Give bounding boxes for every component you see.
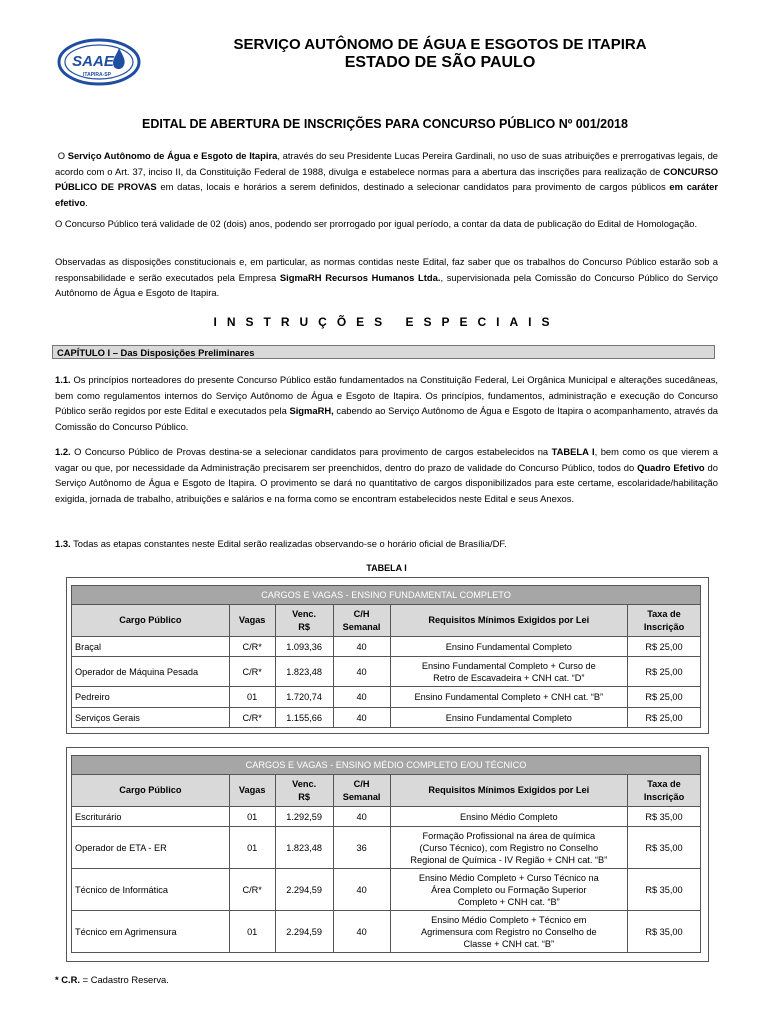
table-row: Serviços Gerais C/R* 1.155,66 40 Ensino Fundamental Completo R$ 25,00 [72,708,701,728]
col-cargo: Cargo Público [72,605,230,637]
col-ch: C/H Semanal [333,605,390,637]
edital-title: EDITAL DE ABERTURA DE INSCRIÇÕES PARA CONCURSO PÚBLICO Nº 001/2018 [142,117,628,131]
col-venc: Venc. R$ [275,605,333,637]
col-cargo: Cargo Público [72,775,230,807]
table-row: Braçal C/R* 1.093,36 40 Ensino Fundamental Completo R$ 25,00 [72,637,701,657]
col-vagas: Vagas [229,605,275,637]
col-requisitos: Requisitos Mínimos Exigidos por Lei [390,775,627,807]
tabela-label: TABELA I [366,563,407,573]
chapter-heading: CAPÍTULO I – Das Disposições Preliminares [52,345,715,359]
col-ch: C/H Semanal [333,775,390,807]
table-row: Operador de Máquina Pesada C/R* 1.823,48 40 Ensino Fundamental Completo + Curso de Retro de Escavadeira + CNH cat. “D” R$ 25,00 [72,657,701,687]
saae-logo [57,36,141,88]
logo-subtext: ITAPIRA-SP [83,72,111,78]
table-row: Técnico de Informática C/R* 2.294,59 40 Ensino Médio Completo + Curso Técnico na Área Completo ou Formação Superior Completo + CNH cat. “B” R$ 35,00 [72,869,701,911]
col-taxa: Taxa de Inscrição [628,775,701,807]
instructions-heading: INSTRUÇÕES ESPECIAIS [213,315,560,329]
state-name: ESTADO DE SÃO PAULO [344,54,536,71]
col-venc: Venc. R$ [275,775,333,807]
item-1-3: 1.3. Todas as etapas constantes neste Edital serão realizadas observando-se o horário oficial de Brasília/DF. [55,538,507,549]
table-1-band: CARGOS E VAGAS - ENSINO FUNDAMENTAL COMPLETO [72,586,701,605]
intro-paragraph-3: Observadas as disposições constitucionais e, em particular, as normas contidas neste Edital, faz saber que os trabalhos do Concurso Público estarão sob a responsabilidade e serão executados pela Empresa SigmaRH Recursos Humanos Ltda., supervisionada pela Comissão do Concurso Público do Serviço Autônomo de Água e Esgoto de Itapira. [55,256,718,299]
intro-paragraph-1: O Serviço Autônomo de Água e Esgoto de Itapira, através do seu Presidente Lucas Pereira Gardinali, no uso de suas atribuições e prerrogativas legais, de acordo com o Art. 37, inciso II, da Constituição Federal de 1988, divulga e estabelece normas para a abertura das inscrições para realização de CONCURSO PÚBLICO DE PROVAS em datas, locais e horários a serem definidos, destinado a selecionar candidatos para provimento de cargos públicos em caráter efetivo. [55,150,719,208]
item-1-1: 1.1. Os princípios norteadores do presente Concurso Público estão fundamentados na Constituição Federal, Lei Orgânica Municipal e alterações sucedâneas, bem como regulamentos internos do Serviço Autônomo de Água e Esgoto de Itapira. Os princípios, fundamentos, administração e execução do Concurso Público serão regidos por este Edital e executados pela SigmaRH, cabendo ao Serviço Autônomo de Água e Esgoto de Itapira o acompanhamento, através da Comissão do Concurso Público. [55,374,719,432]
table-2-band: CARGOS E VAGAS - ENSINO MÉDIO COMPLETO E/OU TÉCNICO [72,756,701,775]
intro-paragraph-2: O Concurso Público terá validade de 02 (dois) anos, podendo ser prorrogado por igual período, a contar da data de publicação do Edital de Homologação. [55,218,698,229]
table-row: Técnico em Agrimensura 01 2.294,59 40 Ensino Médio Completo + Técnico em Agrimensura com Registro no Conselho de Classe + CNH cat. “B” R$ 35,00 [72,911,701,953]
item-1-2: 1.2. O Concurso Público de Provas destina-se a selecionar candidatos para provimento de cargos estabelecidos na TABELA I, bem como os que vierem a vagar ou que, por necessidade da Administração precisarem ser preenchidos, dentro do prazo de validade do Concurso Público, todos do Quadro Efetivo do Serviço Autônomo de Água e Esgoto de Itapira. O provimento se dará no quantitativo de cargos disponibilizados para este certame, escolaridade/habilitação exigida, jornada de trabalho, atribuições e salários e na forma como se encontram estabelecidos neste Edital e seus Anexos. [55,446,718,504]
org-name: SERVIÇO AUTÔNOMO DE ÁGUA E ESGOTOS DE ITAPIRA [233,36,647,53]
col-taxa: Taxa de Inscrição [628,605,701,637]
table-row: Escriturário 01 1.292,59 40 Ensino Médio Completo R$ 35,00 [72,807,701,827]
logo-text: SAAE [72,53,114,70]
col-requisitos: Requisitos Mínimos Exigidos por Lei [390,605,628,637]
table-ensino-fundamental [71,585,701,728]
table-row: Pedreiro 01 1.720,74 40 Ensino Fundamental Completo + CNH cat. “B” R$ 25,00 [72,687,701,708]
table-row: Operador de ETA - ER 01 1.823,48 36 Formação Profissional na área de química (Curso Técnico), com Registro no Conselho Regional de Química - IV Região + CNH cat. “B” R$ 35,00 [72,827,701,869]
table-ensino-medio [71,755,701,953]
col-vagas: Vagas [229,775,275,807]
footnote: * C.R. = Cadastro Reserva. [55,974,169,985]
